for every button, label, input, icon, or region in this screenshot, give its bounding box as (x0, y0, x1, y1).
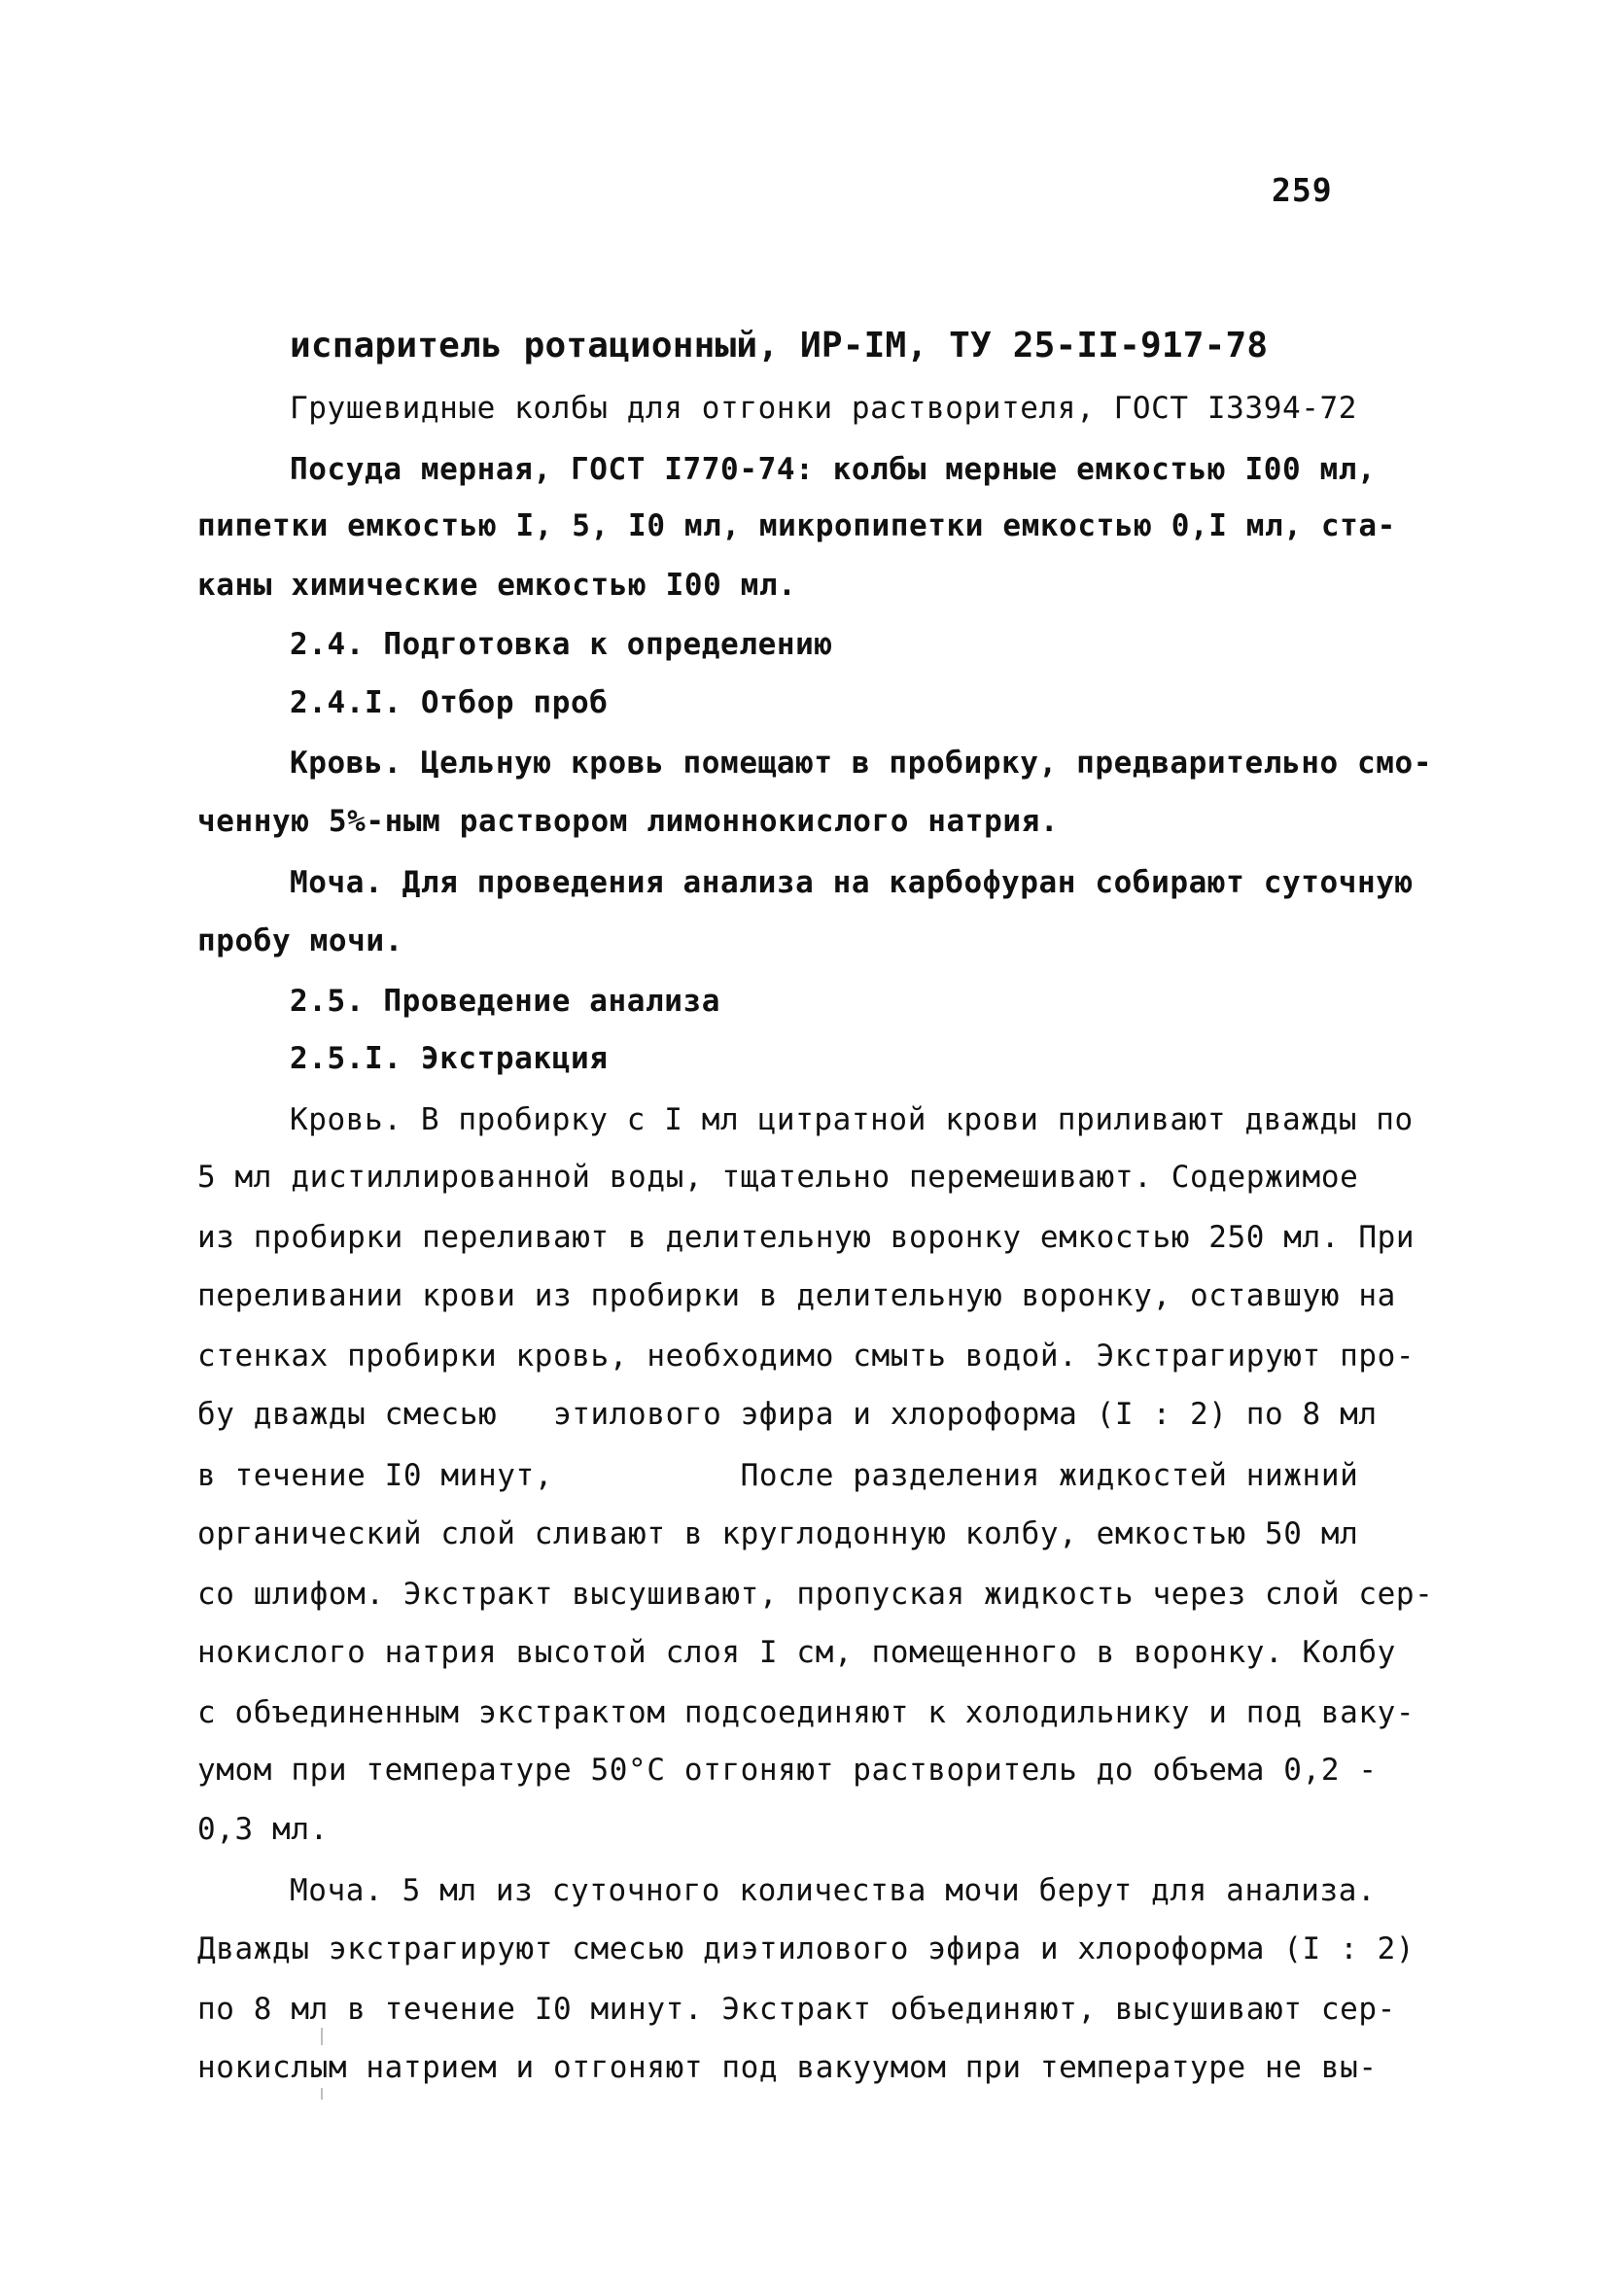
section-heading-2-5-1: 2.5.I. Экстракция (290, 1041, 609, 1076)
body-line-29: по 8 мл в течение I0 минут. Экстракт объединяют, высушивают сер- (197, 1992, 1396, 2027)
body-line-14: Кровь. В пробирку с I мл цитратной крови приливают дважды по (290, 1102, 1414, 1137)
body-line-1: испаритель ротационный, ИР-IM, ТУ 25-II-917-78 (290, 326, 1269, 365)
body-line-9: ченную 5%-ным раствором лимоннокислого натрия. (197, 804, 1060, 839)
body-line-23: нокислого натрия высотой слоя I см, помещенного в воронку. Колбу (197, 1635, 1396, 1670)
body-line-18: стенках пробирки кровь, необходимо смыть водой. Экстрагируют про- (197, 1339, 1416, 1374)
body-line-28: Дважды экстрагируют смесью диэтилового эфира и хлороформа (I : 2) (197, 1931, 1416, 1966)
body-line-10: Моча. Для проведения анализа на карбофуран собирают суточную (290, 865, 1414, 900)
page-number: 259 (1272, 171, 1333, 209)
body-line-17: переливании крови из пробирки в делительную воронку, оставшую на (197, 1278, 1396, 1313)
body-line-4: пипетки емкостью I, 5, I0 мл, микропипетки емкостью 0,I мл, ста- (197, 508, 1396, 543)
body-line-24: с объединенным экстрактом подсоединяют к холодильнику и под ваку- (197, 1695, 1416, 1730)
body-line-26: 0,3 мл. (197, 1812, 329, 1847)
body-line-11: пробу мочи. (197, 923, 403, 958)
section-heading-2-4: 2.4. Подготовка к определению (290, 627, 833, 662)
scan-margin-mark (321, 2088, 323, 2100)
body-line-21: органический слой сливают в круглодонную колбу, емкостью 50 мл (197, 1516, 1359, 1551)
body-line-30: нокислым натрием и отгоняют под вакуумом при температуре не вы- (197, 2050, 1378, 2085)
body-line-2: Грушевидные колбы для отгонки растворителя, ГОСТ I3394-72 (290, 391, 1358, 426)
body-line-25: умом при температуре 50°С отгоняют растворитель до объема 0,2 - (197, 1753, 1378, 1788)
body-line-19: бу дважды смесью этилового эфира и хлороформа (I : 2) по 8 мл (197, 1397, 1378, 1432)
body-line-3: Посуда мерная, ГОСТ I770-74: колбы мерные емкостью I00 мл, (290, 452, 1377, 487)
body-line-16: из пробирки переливают в делительную воронку емкостью 250 мл. При (197, 1220, 1416, 1255)
section-heading-2-5: 2.5. Проведение анализа (290, 984, 721, 1019)
body-line-22: со шлифом. Экстракт высушивают, пропуская жидкость через слой сер- (197, 1577, 1434, 1612)
section-heading-2-4-1: 2.4.I. Отбор проб (290, 685, 609, 720)
body-line-27: Моча. 5 мл из суточного количества мочи берут для анализа. (290, 1873, 1377, 1908)
body-line-8: Кровь. Цельную кровь помещают в пробирку, предварительно смо- (290, 746, 1433, 781)
body-line-5: каны химические емкостью I00 мл. (197, 568, 797, 603)
scan-margin-mark (321, 2028, 323, 2045)
body-line-20: в течение I0 минут, После разделения жидкостей нижний (197, 1458, 1359, 1493)
body-line-15: 5 мл дистиллированной воды, тщательно перемешивают. Содержимое (197, 1160, 1359, 1195)
